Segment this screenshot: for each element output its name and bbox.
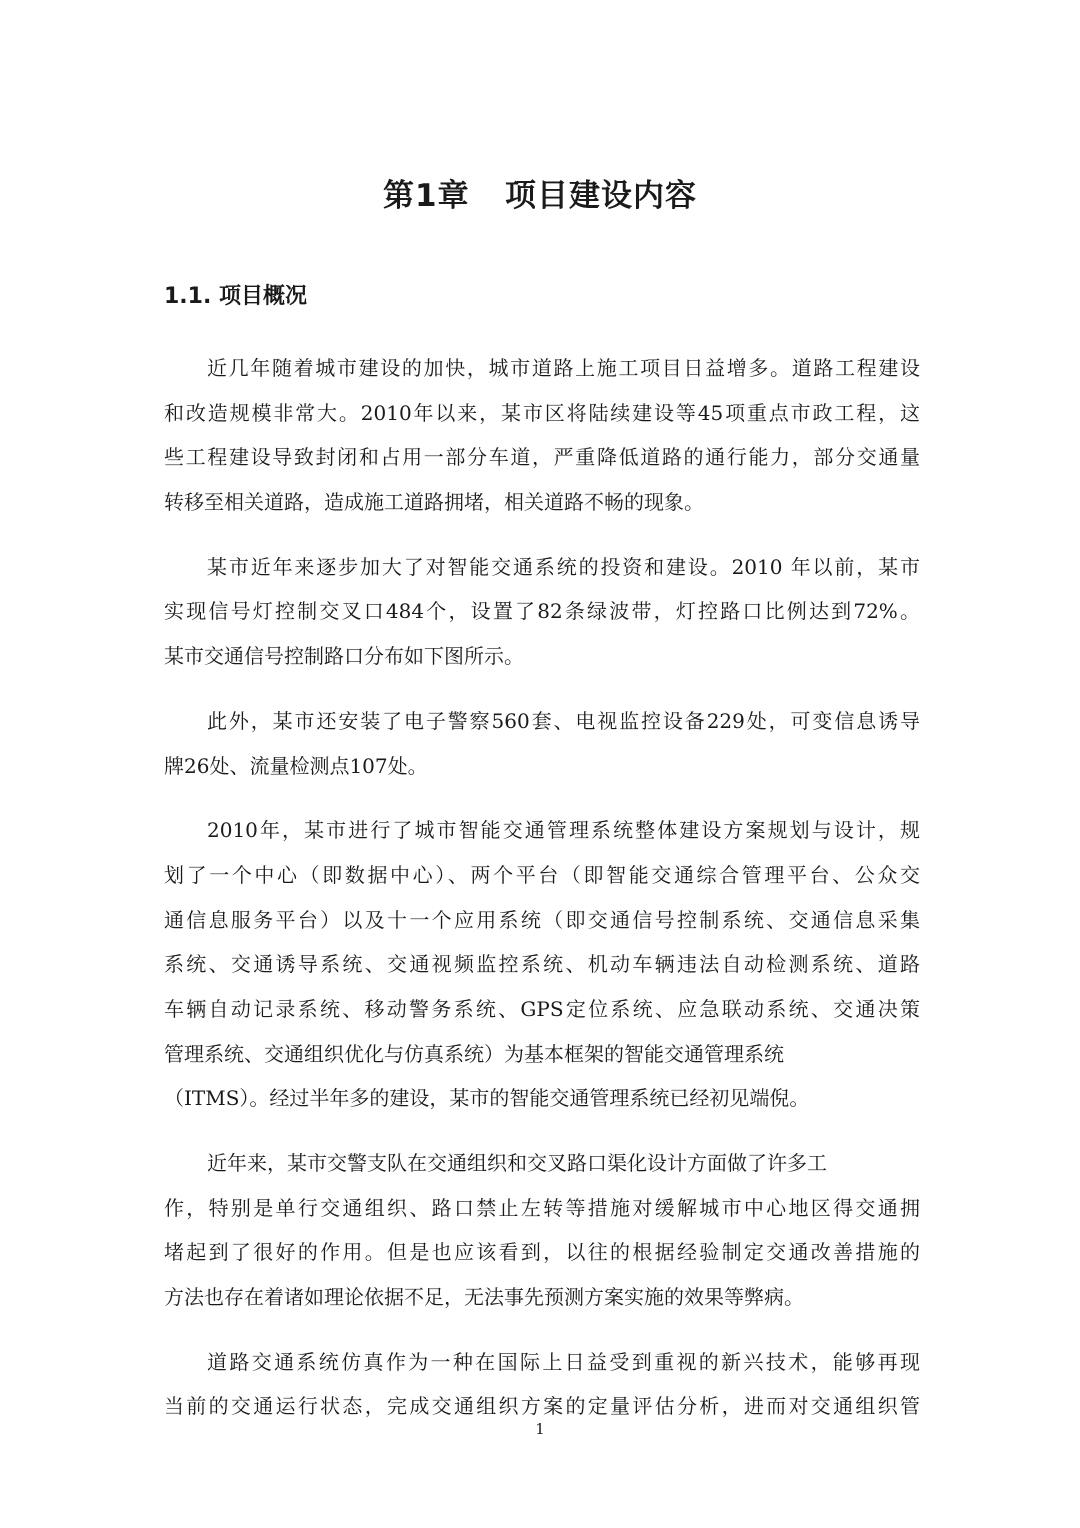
section-heading: 1.1. 项目概况 <box>164 284 307 309</box>
text-line: 某市近年来逐步加大了对智能交通系统的投资和建设。2010 年以前，某市 <box>207 554 920 579</box>
text-line: 某市交通信号控制路口分布如下图所示。 <box>164 644 524 669</box>
page-number: 1 <box>535 1420 545 1438</box>
text-line: 划了一个中心（即数据中心）、两个平台（即智能交通综合管理平台、公众交 <box>164 862 920 887</box>
paragraph <box>164 699 920 788</box>
text-line: 当前的交通运行状态，完成交通组织方案的定量评估分析，进而对交通组织管 <box>164 1394 920 1419</box>
text-line: 系统、交通诱导系统、交通视频监控系统、机动车辆违法自动检测系统、道路 <box>164 952 920 977</box>
text-line: 车辆自动记录系统、移动警务系统、GPS定位系统、应急联动系统、交通决策 <box>164 996 920 1021</box>
text-line: 些工程建设导致封闭和占用一部分车道，严重降低道路的通行能力，部分交通量 <box>164 445 920 470</box>
text-line: 方法也存在着诸如理论依据不足，无法事先预测方案实施的效果等弊病。 <box>164 1285 804 1310</box>
text-line: 实现信号灯控制交叉口484个，设置了82条绿波带，灯控路口比例达到72%。 <box>164 599 920 624</box>
paragraph <box>164 545 920 679</box>
paragraph <box>164 346 920 525</box>
paragraph <box>164 1141 920 1320</box>
text-line: 通信息服务平台）以及十一个应用系统（即交通信号控制系统、交通信息采集 <box>164 907 920 932</box>
paragraph <box>164 1340 920 1429</box>
paragraph <box>164 808 920 1121</box>
text-line: 牌26处、流量检测点107处。 <box>164 753 428 778</box>
body-text <box>164 346 920 1449</box>
text-line: 2010年，某市进行了城市智能交通管理系统整体建设方案规划与设计，规 <box>207 818 920 843</box>
text-line: 道路交通系统仿真作为一种在国际上日益受到重视的新兴技术，能够再现 <box>207 1349 920 1374</box>
chapter-title: 第1章 项目建设内容 <box>383 178 697 214</box>
text-line: 此外，某市还安装了电子警察560套、电视监控设备229处，可变信息诱导 <box>207 708 920 733</box>
text-line: 管理系统、交通组织优化与仿真系统）为基本框架的智能交通管理系统 <box>164 1041 784 1066</box>
text-line: 和改造规模非常大。2010年以来，某市区将陆续建设等45项重点市政工程，这 <box>164 400 920 425</box>
text-line: 近年来，某市交警支队在交通组织和交叉路口渠化设计方面做了许多工 <box>207 1151 827 1175</box>
text-line: 堵起到了很好的作用。但是也应该看到，以往的根据经验制定交通改善措施的 <box>164 1240 920 1265</box>
text-line: 作，特别是单行交通组织、路口禁止左转等措施对缓解城市中心地区得交通拥 <box>164 1195 920 1220</box>
text-line: 转移至相关道路，造成施工道路拥堵，相关道路不畅的现象。 <box>164 490 704 515</box>
text-line: （ITMS）。经过半年多的建设，某市的智能交通管理系统已经初见端倪。 <box>164 1086 810 1111</box>
text-line: 近几年随着城市建设的加快，城市道路上施工项目日益增多。道路工程建设 <box>207 356 920 380</box>
